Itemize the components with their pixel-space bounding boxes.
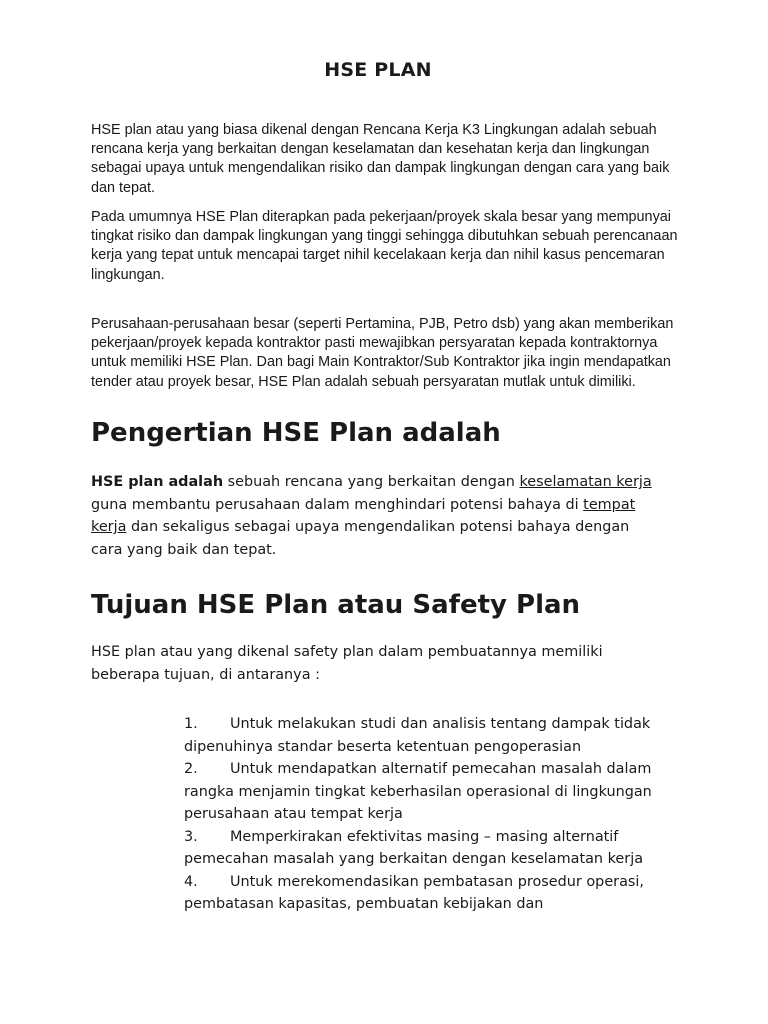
definition-text: dan sekaligus sebagai upaya mengendalikan potensi bahaya dengan cara yang baik dan tepat. [91, 519, 630, 558]
list-item [184, 713, 664, 758]
tujuan-intro-paragraph: HSE plan atau yang dikenal safety plan dalam pembuatannya memiliki beberapa tujuan, di antaranya : [91, 644, 603, 683]
definition-text: guna membantu perusahaan dalam menghindari potensi bahaya di [91, 496, 584, 513]
intro-paragraph: Perusahaan-perusahaan besar (seperti Pertamina, PJB, Petro dsb) yang akan memberikan pekerjaan/proyek kepada kontraktor pasti mewajibkan persyaratan kepada kontraktornya untuk memiliki HSE Plan. Dan bagi Main Kontraktor/Sub Kontraktor jika ingin mendapatkan tender atau proyek besar, HSE Plan adalah sebuah persyaratan mutlak untuk dimiliki. [91, 316, 674, 390]
list-item-text: Untuk melakukan studi dan analisis tentang dampak tidak dipenuhinya standar beserta ketentuan pengoperasian [184, 716, 651, 755]
list-item [184, 826, 664, 871]
definition-text: sebuah rencana yang berkaitan dengan [223, 474, 520, 490]
section-heading-tujuan: Tujuan HSE Plan atau Safety Plan [91, 590, 581, 620]
intro-paragraph: Pada umumnya HSE Plan diterapkan pada pekerjaan/proyek skala besar yang mempunyai tingkat risiko dan dampak lingkungan yang tinggi sehingga dibutuhkan sebuah perencanaan kerja yang tepat untuk mencapai target nihil kecelakaan kerja dan nihil kasus pencemaran lingkungan. [91, 209, 678, 283]
list-item-text: Memperkirakan efektivitas masing – masing alternatif pemecahan masalah yang berkaitan dengan keselamatan kerja [184, 828, 644, 867]
list-item-text: Untuk mendapatkan alternatif pemecahan masalah dalam rangka menjamin tingkat keberhasilan operasional di lingkungan perusahaan atau tempat kerja [184, 761, 652, 822]
list-item-number: 4. [184, 873, 198, 890]
document-title: HSE PLAN [324, 58, 432, 81]
section-heading-pengertian: Pengertian HSE Plan adalah [91, 418, 501, 448]
definition-term: HSE plan adalah [91, 474, 224, 490]
intro-paragraph: HSE plan atau yang biasa dikenal dengan Rencana Kerja K3 Lingkungan adalah sebuah rencana kerja yang berkaitan dengan keselamatan dan kesehatan kerja dan lingkungan sebagai upaya untuk mengendalikan risiko dan dampak lingkungan dengan cara yang baik dan tepat. [91, 122, 670, 196]
list-item [184, 758, 664, 826]
tujuan-list [184, 713, 664, 916]
list-item-text: Untuk merekomendasikan pembatasan prosedur operasi, pembatasan kapasitas, pembuatan kebijakan dan [184, 873, 644, 912]
link-keselamatan-kerja[interactable]: keselamatan kerja [519, 474, 652, 490]
list-item [184, 871, 664, 916]
link-tempat-kerja[interactable]: tempat kerja [91, 496, 636, 535]
list-item-number: 3. [184, 828, 198, 845]
list-item-number: 2. [184, 761, 198, 777]
list-item-number: 1. [184, 716, 198, 732]
definition-paragraph [91, 471, 656, 561]
